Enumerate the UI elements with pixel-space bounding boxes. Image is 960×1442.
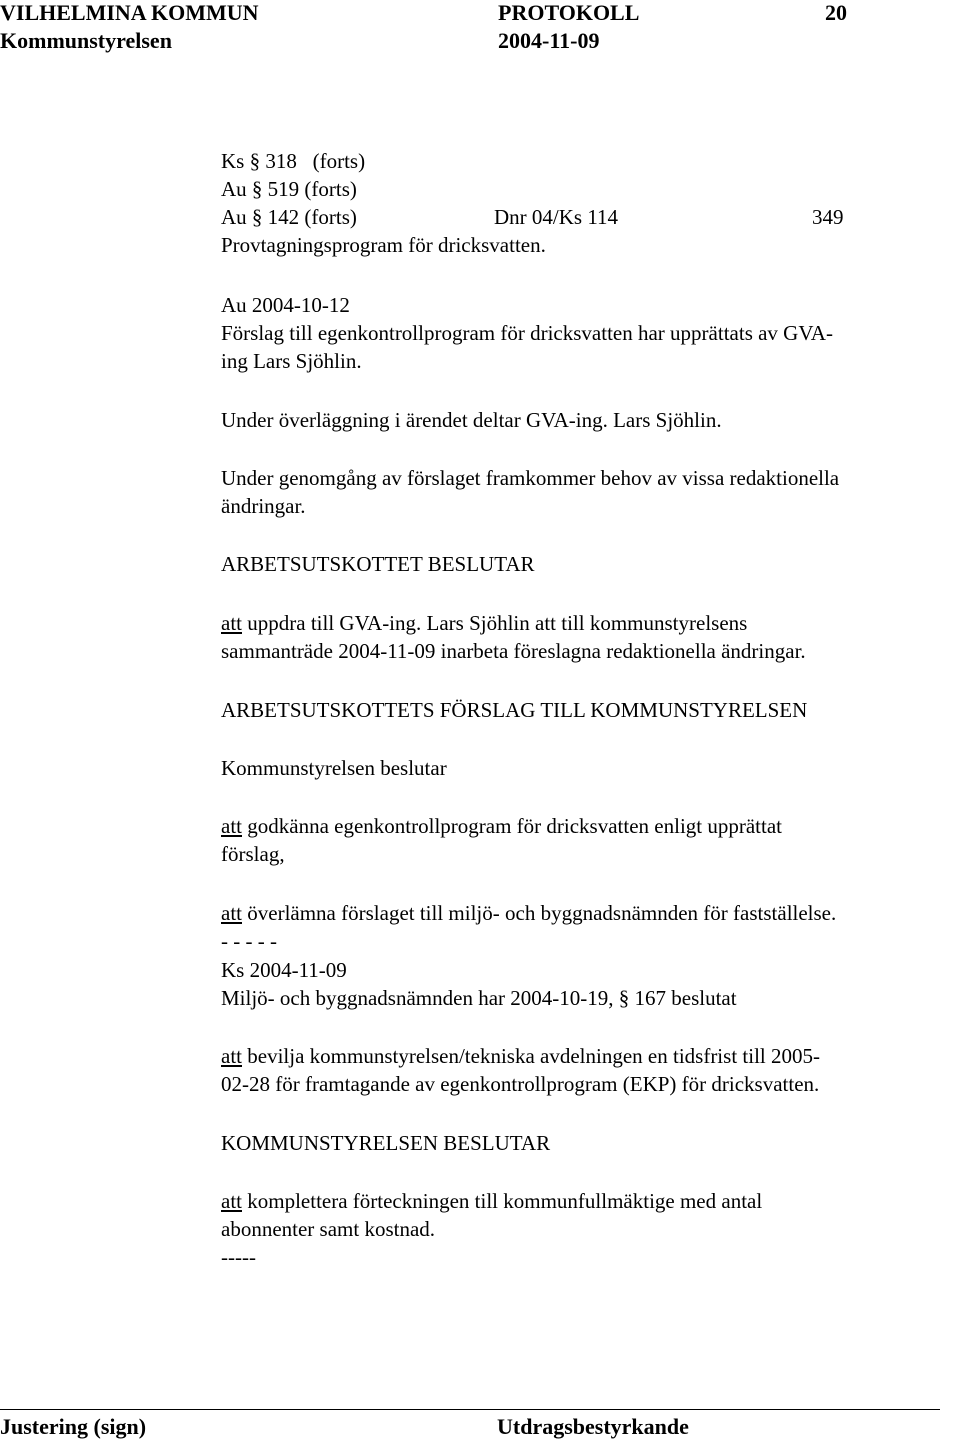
diary-number: Dnr 04/Ks 114 (494, 205, 619, 229)
au-date-heading: Au 2004-10-12 (221, 293, 350, 317)
ks-paragraph-line: Miljö- och byggnadsnämnden har 2004-10-19, § 167 beslutat (221, 986, 737, 1010)
ks-paragraph-line: 02-28 för framtagande av egenkontrollprogram (EKP) för dricksvatten. (221, 1072, 820, 1096)
att-marker: att (221, 1189, 242, 1213)
committee-name: Kommunstyrelsen (0, 28, 172, 53)
au-paragraph-line: ing Lars Sjöhlin. (221, 349, 362, 373)
ks-decision-line: abonnenter samt kostnad. (221, 1217, 436, 1241)
proposal-item-line: förslag, (221, 842, 285, 866)
municipality-name: VILHELMINA KOMMUN (0, 0, 259, 25)
au-decision-line: att uppdra till GVA-ing. Lars Sjöhlin att till kommunstyrelsens (221, 611, 748, 635)
proposal-item-line: att överlämna förslaget till miljö- och byggnadsnämnden för fastställelse. (221, 901, 837, 925)
meeting-date: 2004-11-09 (498, 28, 600, 53)
att-marker: att (221, 814, 242, 838)
page-number: 20 (825, 0, 847, 25)
au-decision-line: sammanträde 2004-11-09 inarbeta föreslagna redaktionella ändringar. (221, 639, 806, 663)
att-marker: att (221, 611, 242, 635)
section-sign: § (618, 986, 630, 1010)
proposal-intro: Kommunstyrelsen beslutar (221, 756, 447, 780)
proposal-item-line: att godkänna egenkontrollprogram för dricksvatten enligt upprättat (221, 814, 783, 838)
au-paragraph-line: Förslag till egenkontrollprogram för dricksvatten har upprättats av GVA- (221, 321, 833, 345)
ks-paragraph-line: att bevilja kommunstyrelsen/tekniska avdelningen en tidsfrist till 2005- (221, 1044, 820, 1068)
au-paragraph-line: Under överläggning i ärendet deltar GVA-ing. Lars Sjöhlin. (221, 408, 722, 432)
document-type: PROTOKOLL (498, 0, 640, 25)
subject-title: Provtagningsprogram för dricksvatten. (221, 233, 546, 257)
au-decision-heading: ARBETSUTSKOTTET BESLUTAR (221, 552, 535, 576)
ks-reference: Ks § 318 (forts) (221, 149, 366, 173)
au-paragraph-line: Under genomgång av förslaget framkommer behov av vissa redaktionella (221, 466, 840, 490)
att-marker: att (221, 901, 242, 925)
ks-decision-heading: KOMMUNSTYRELSEN BESLUTAR (221, 1131, 551, 1155)
au-proposal-heading: ARBETSUTSKOTTETS FÖRSLAG TILL KOMMUNSTYRELSEN (221, 698, 808, 722)
case-number: 349 (812, 205, 844, 229)
footer-rule (0, 1409, 940, 1410)
au-paragraph-line: ändringar. (221, 494, 306, 518)
section-separator: ----- (221, 1245, 256, 1269)
ks-date-heading: Ks 2004-11-09 (221, 958, 347, 982)
justering-label: Justering (sign) (0, 1414, 147, 1439)
att-marker: att (221, 1044, 242, 1068)
section-sign: § (249, 149, 261, 173)
au-reference-2: Au § 142 (forts) (221, 205, 357, 229)
section-sign: § (251, 205, 263, 229)
ks-decision-line: att komplettera förteckningen till kommunfullmäktige med antal (221, 1189, 763, 1213)
section-sign: § (251, 177, 263, 201)
au-reference-1: Au § 519 (forts) (221, 177, 357, 201)
section-separator: - - - - - (221, 929, 277, 953)
utdrag-label: Utdragsbestyrkande (497, 1414, 689, 1439)
